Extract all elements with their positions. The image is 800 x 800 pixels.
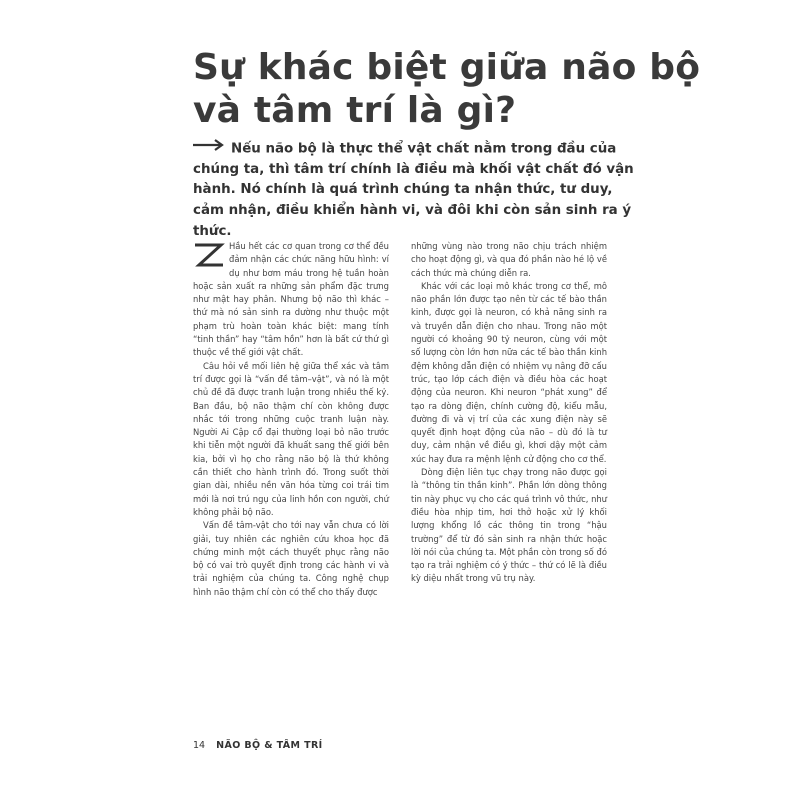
zigzag-icon [193,242,225,268]
arrow-right-icon [193,138,225,159]
page-title [193,46,753,132]
title-line-1: Sự khác biệt giữa não bộ [193,47,701,88]
paragraph: Câu hỏi về mối liên hệ giữa thể xác và tâm trí được gọi là “vấn đề tâm–vật”, và nó là một chủ đề đã được tranh luận trong nhiều thế kỷ. Ban đầu, bộ não thậm chí còn không được nhắc tới trong những cuộc tranh luận này. Người Ai Cập cổ đại thường loại bỏ não trước khi tiễn một người đã khuất sang thế giới bên kia, bởi vì họ cho rằng não bộ là thứ không cần thiết cho hành trình đó. Trong suốt thời gian dài, nhiều nền văn hóa từng coi trái tim mới là nơi trú ngụ của linh hồn con người, chứ không phải bộ não. [193,360,389,517]
lead-paragraph [193,138,645,242]
paragraph: Vấn đề tâm-vật cho tới nay vẫn chưa có lời giải, tuy nhiên các nghiên cứu khoa học đã chứng minh một cách thuyết phục rằng não bộ có vai trò quyết định trong các hành vi và trải nghiệm của chúng ta. Công nghệ chụp hình não thậm chí còn có thể cho thấy được [193,520,389,597]
column-right [411,240,607,586]
title-line-2: và tâm trí là gì? [193,90,517,131]
column-left [193,240,389,599]
paragraph: Khác với các loại mô khác trong cơ thể, mô não phần lớn được tạo nên từ các tế bào thần kinh, được gọi là neuron, có khả năng sinh ra và truyền dẫn điện cho nhau. Trong não một người có khoảng 90 tỷ neuron, cùng với một số lượng còn lớn hơn nữa các tế bào thần kinh đệm không dẫn điện có nhiệm vụ nâng đỡ cấu trúc, tạo lớp cách điện và điều hòa các hoạt động của neuron. Khi neuron “phát xung” để tạo ra dòng điện, chính cường độ, kiểu mẫu, đường đi và vị trí của các xung điện này sẽ quyết định hoạt động của não – dù đó là tư duy, cảm nhận về điều gì, khơi dậy một cảm xúc hay đưa ra mệnh lệnh cử động cho cơ thể. [411,280,607,464]
paragraph: Dòng điện liên tục chạy trong não được gọi là “thông tin thần kinh”. Phần lớn dòng thông tin này phục vụ cho các quá trình vô thức, như điều hòa nhịp tim, hơi thở hoặc xử lý khối lượng khổng lồ các thông tin trong “hậu trường” để từ đó sản sinh ra nhận thức hoặc lời nói của chúng ta. Một phần còn trong số đó tạo ra trải nghiệm có ý thức – thứ có lẽ là điều kỳ diệu nhất trong vũ trụ này. [411,467,607,584]
paragraph-text: Hầu hết các cơ quan trong cơ thể đều đảm nhận các chức năng hữu hình: ví dụ như bơm máu trong hệ tuần hoàn hoặc sản xuất ra những sản phẩm đặc trưng như mật hay phân. Nhưng bộ não thì khác – thứ mà nó sản sinh ra dường như thuộc một phạm trù hoàn toàn khác biệt: mang tính “tinh thần” hay “tâm hồn” hơn là bất cứ thứ gì thuộc về thế giới vật chất. [193,241,389,358]
page-number: 14 [193,740,206,751]
lead-text: Nếu não bộ là thực thể vật chất nằm trong đầu của chúng ta, thì tâm trí chính là điều mà khối vật chất đó vận hành. Nó chính là quá trình chúng ta nhận thức, tư duy, cảm nhận, điều khiển hành vi, và đôi khi còn sản sinh ra ý thức. [193,141,634,239]
page-footer [193,740,323,751]
paragraph [193,240,389,360]
paragraph: những vùng nào trong não chịu trách nhiệm cho hoạt động gì, và qua đó phần nào hé lộ về cách thức mà chúng diễn ra. [411,241,607,278]
running-title: NÃO BỘ & TÂM TRÍ [216,740,323,751]
